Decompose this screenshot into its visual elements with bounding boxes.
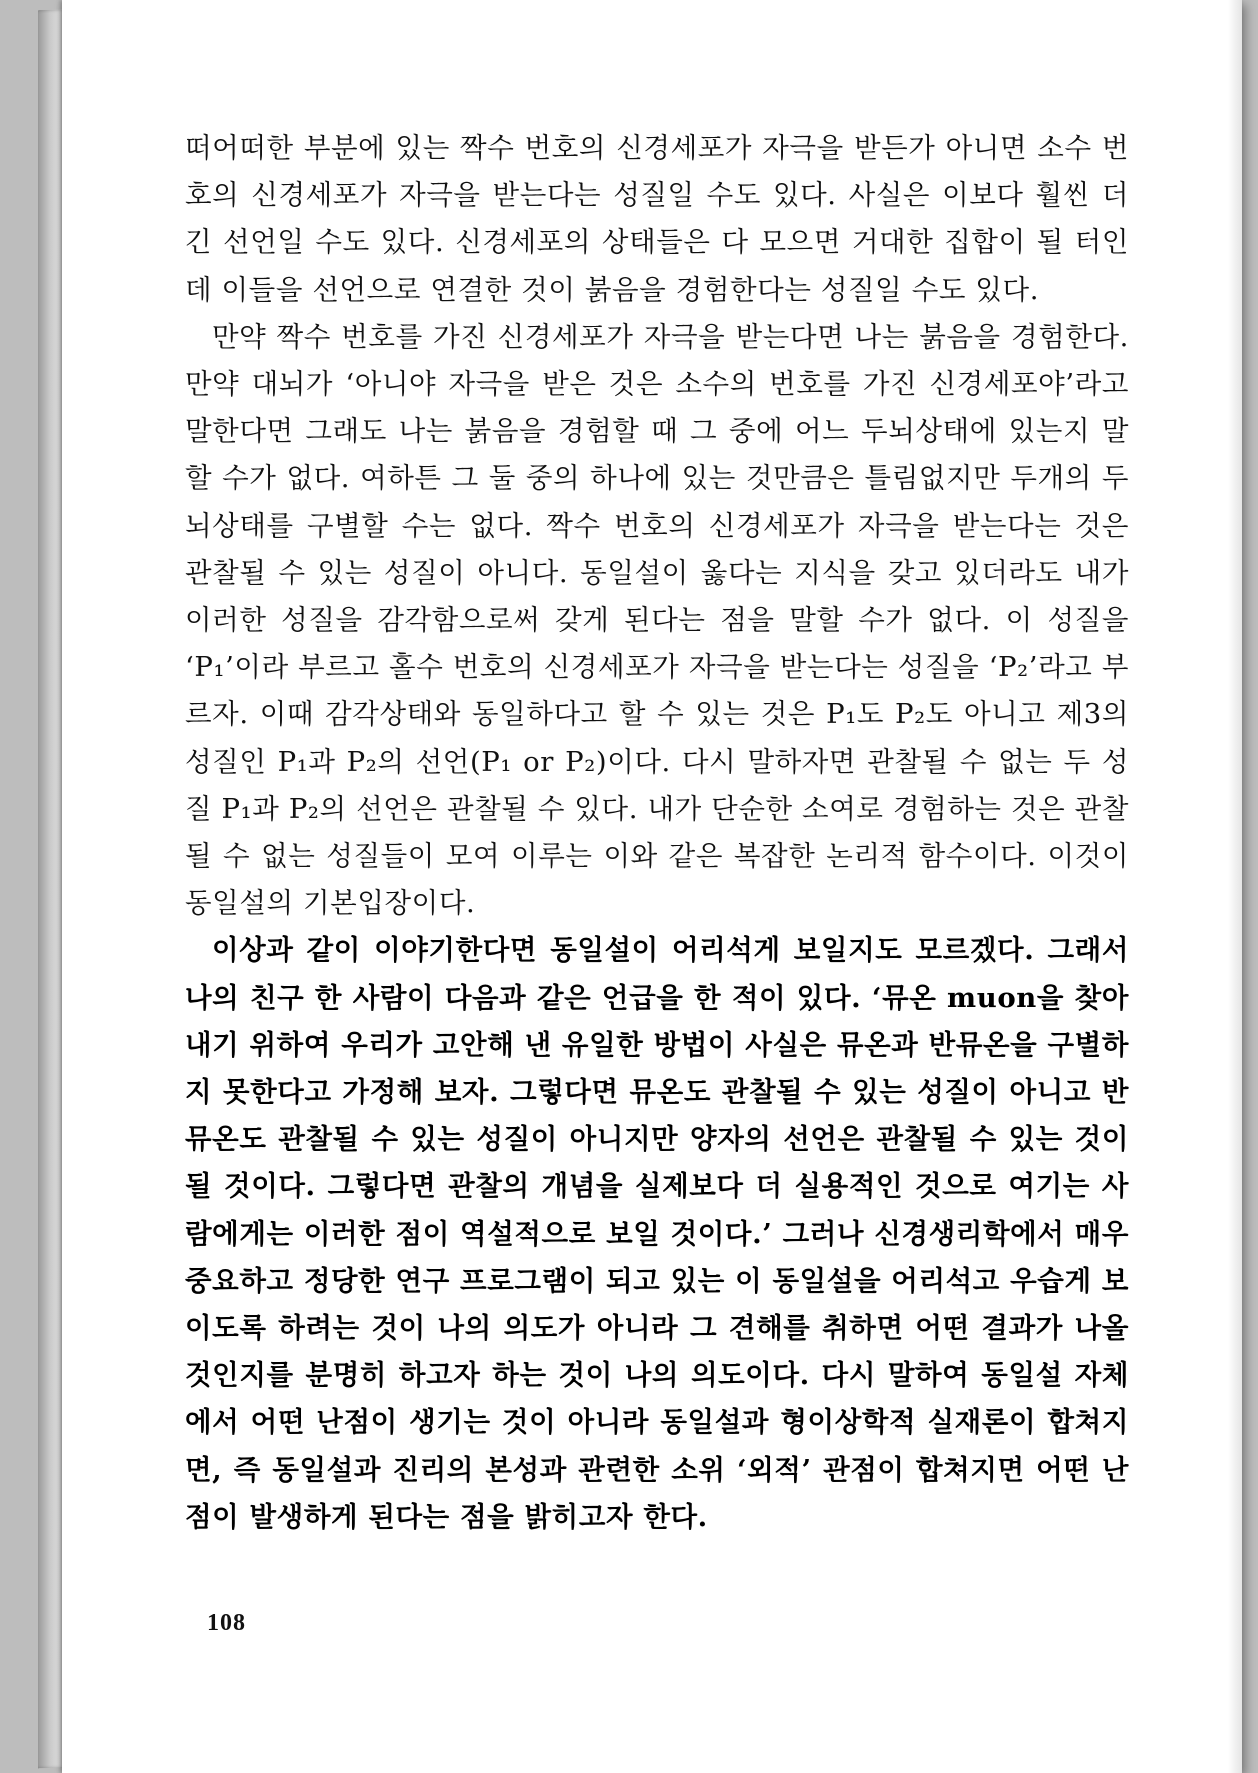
book-spine [38,10,64,1769]
page-number: 108 [207,1610,246,1636]
page-edge [1228,0,1242,1773]
paragraph: 만약 짝수 번호를 가진 신경세포가 자극을 받는다면 나는 붉음을 경험한다. 만약 대뇌가 ‘아니야 자극을 받은 것은 소수의 번호를 가진 신경세포야’라고 말한다면 그래도 나는 붉음을 경험할 때 그 중에 어느 두뇌상태에 있는지 말할 수가 없다. 여하튼 그 둘 중의 하나에 있는 것만큼은 틀림없지만 두개의 두뇌상태를 구별할 수는 없다. 짝수 번호의 신경세포가 자극을 받는다는 것은 관찰될 수 있는 성질이 아니다. 동일설이 옳다는 지식을 갖고 있더라도 내가 이러한 성질을 감각함으로써 갖게 된다는 점을 말할 수가 없다. 이 성질을 ‘P₁’이라 부르고 홀수 번호의 신경세포가 자극을 받는다는 성질을 ‘P₂’라고 부르자. 이때 감각상태와 동일하다고 할 수 있는 것은 P₁도 P₂도 아니고 제3의 성질인 P₁과 P₂의 선언(P₁ or P₂)이다. 다시 말하자면 관찰될 수 없는 두 성질 P₁과 P₂의 선언은 관찰될 수 있다. 내가 단순한 소여로 경험하는 것은 관찰될 수 없는 성질들이 모여 이루는 이와 같은 복잡한 논리적 함수이다. 이것이 동일설의 기본입장이다. [185,320,1129,920]
body-text [185,125,1129,1541]
paragraph: 이상과 같이 이야기한다면 동일설이 어리석게 보일지도 모르겠다. 그래서 나의 친구 한 사람이 다음과 같은 언급을 한 적이 있다. ‘뮤온 muon을 찾아내기 위하여 우리가 고안해 낸 유일한 방법이 사실은 뮤온과 반뮤온을 구별하지 못한다고 가정해 보자. 그렇다면 뮤온도 관찰될 수 있는 성질이 아니고 반뮤온도 관찰될 수 있는 성질이 아니지만 양자의 선언은 관찰될 수 있는 것이 될 것이다. 그렇다면 관찰의 개념을 실제보다 더 실용적인 것으로 여기는 사람에게는 이러한 점이 역설적으로 보일 것이다.’ 그러나 신경생리학에서 매우 중요하고 정당한 연구 프로그램이 되고 있는 이 동일설을 어리석고 우습게 보이도록 하려는 것이 나의 의도가 아니라 그 견해를 취하면 어떤 결과가 나올 것인지를 분명히 하고자 하는 것이 나의 의도이다. 다시 말하여 동일설 자체에서 어떤 난점이 생기는 것이 아니라 동일설과 형이상학적 실재론이 합쳐지면, 즉 동일설과 진리의 본성과 관련한 소위 ‘외적’ 관점이 합쳐지면 어떤 난점이 발생하게 된다는 점을 밝히고자 한다. [185,934,1129,1533]
paragraph-continuation: 떠어떠한 부분에 있는 짝수 번호의 신경세포가 자극을 받든가 아니면 소수 번호의 신경세포가 자극을 받는다는 성질일 수도 있다. 사실은 이보다 훨씬 더 긴 선언일 수도 있다. 신경세포의 상태들은 다 모으면 거대한 집합이 될 터인데 이들을 선언으로 연결한 것이 붉음을 경험한다는 성질일 수도 있다. [185,132,1129,306]
